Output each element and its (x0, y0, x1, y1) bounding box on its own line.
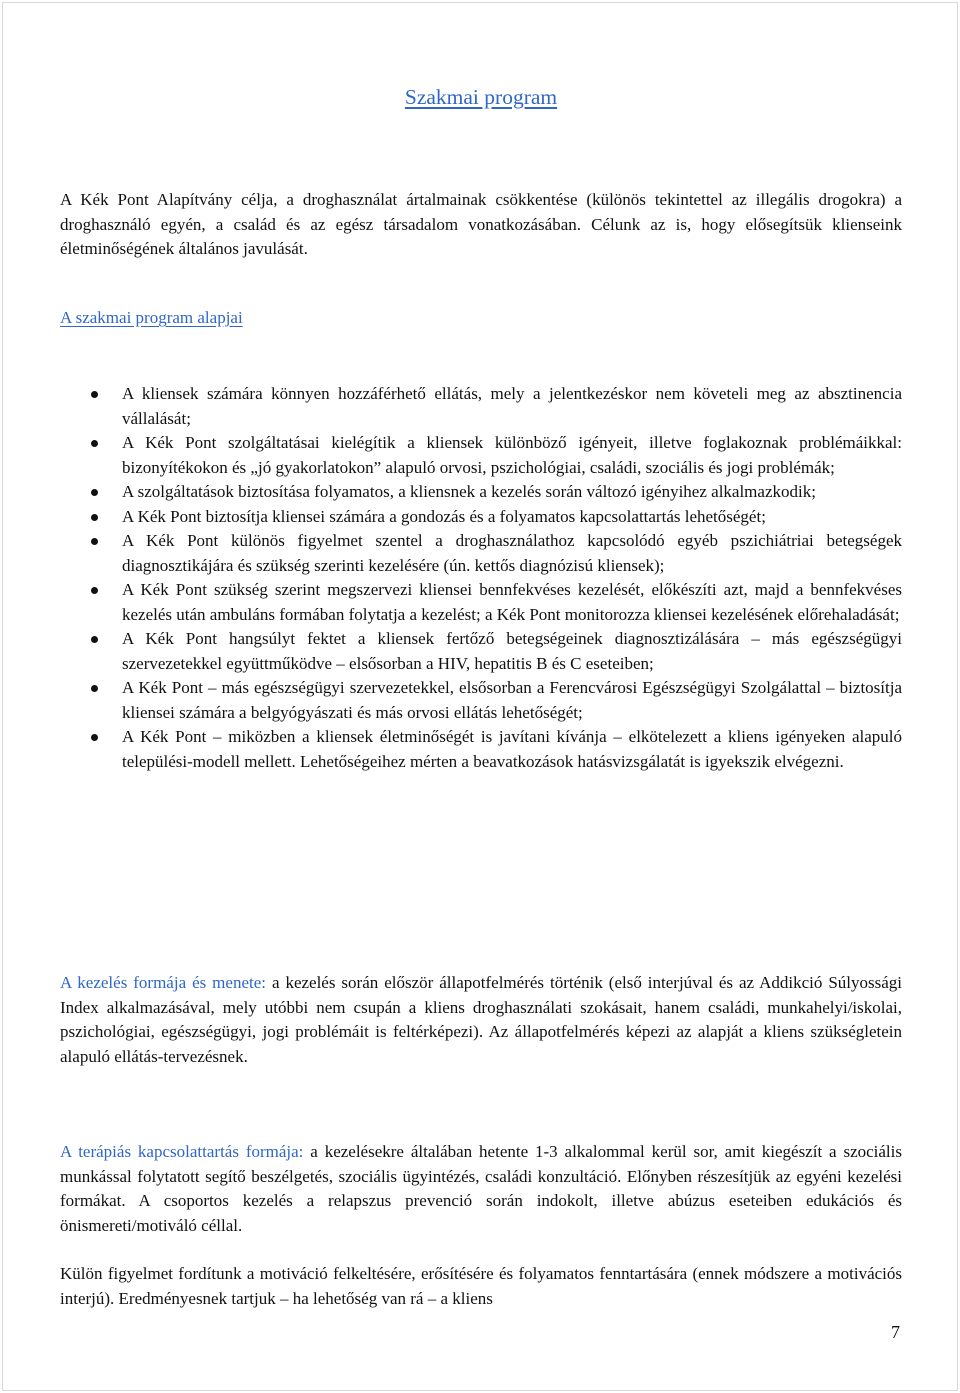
list-item: A Kék Pont – más egészségügyi szervezetekkel, elsősorban a Ferencvárosi Egészségügyi Szolgálattal – biztosítja kliensei számára a belgyógyászati és más orvosi ellátás lehetőségét; (60, 676, 902, 725)
page-number: 7 (891, 1322, 900, 1342)
list-item: A Kék Pont hangsúlyt fektet a kliensek fertőző betegségeinek diagnosztizálására – más egészségügyi szervezetekkel együttműködve – elsősorban a HIV, hepatitis B és C eseteiben; (60, 627, 902, 676)
list-item: A kliensek számára könnyen hozzáférhető ellátás, mely a jelentkezéskor nem követeli meg az absztinencia vállalását; (60, 382, 902, 431)
list-item: A Kék Pont szolgáltatásai kielégítik a kliensek különböző igényeit, illetve foglakoznak problémáikkal: bizonyítékokon és „jó gyakorlatokon” alapuló orvosi, pszichológiai, családi, szociális és jogi problémák; (60, 431, 902, 480)
bullet-icon (91, 391, 98, 398)
list-item: A Kék Pont biztosítja kliensei számára a gondozás és a folyamatos kapcsolattartás lehetőségét; (60, 505, 902, 530)
bullet-icon (91, 685, 98, 692)
list-item: A Kék Pont szükség szerint megszervezi kliensei bennfekvéses kezelését, előkészíti azt, majd a bennfekvéses kezelés után ambuláns formában folytatja a kezelést; a Kék Pont monitorozza kliensei kezelésének előrehaladását; (60, 578, 902, 627)
motivation-paragraph: Külön figyelmet fordítunk a motiváció felkeltésére, erősítésére és folyamatos fenntartására (ennek módszere a motivációs interjú). Eredményesnek tartjuk – ha lehetőség van rá – a kliens (60, 1264, 902, 1308)
list-item: A szolgáltatások biztosítása folyamatos, a kliensnek a kezelés során változó igényihez alkalmazkodik; (60, 480, 902, 505)
program-bullet-list (60, 382, 902, 774)
intro-paragraph: A Kék Pont Alapítvány célja, a droghasználat ártalmainak csökkentése (különös tekintettel az illegális drogokra) a droghasználó egyén, a család és az egész társadalom vonatkozásában. Célunk az is, hogy elősegítsük klienseink életminőségének általános javulását. (60, 190, 902, 258)
treatment-label: A kezelés formája és menete: (60, 973, 266, 992)
bullet-icon (91, 489, 98, 496)
therapy-paragraph (60, 1140, 902, 1238)
treatment-paragraph (60, 971, 902, 1069)
treatment-text: a kezelés során először állapotfelmérés történik (első interjúval és az Addikció Súlyossági Index alkalmazásával, mely utóbbi nem csupán a kliens droghasználati szokásait, hanem családi, munkahelyi/iskolai, pszichológiai, egészségügyi, jogi problémáit is feltérképezi). Az állapotfelmérés képezi az alapját a kliens szükségletein alapuló ellátás-tervezésnek. (60, 973, 902, 1066)
bullet-icon (91, 440, 98, 447)
page-title: Szakmai program (404, 85, 558, 109)
bullet-icon (91, 587, 98, 594)
list-item: A Kék Pont különös figyelmet szentel a droghasználathoz kapcsolódó egyéb pszichiátriai betegségek diagnosztikájára és szükség szerinti kezelésére (ún. kettős diagnózisú kliensek); (60, 529, 902, 578)
therapy-text: a kezelésekre általában hetente 1-3 alkalommal kerül sor, amit kiegészít a szociális munkással folytatott segítő beszélgetés, szociális ügyintézés, családi konzultáció. Előnyben részesítjük az egyéni kezelési formákat. A csoportos kezelés a relapszus prevenció során indokolt, illetve abúzus eseteiben edukációs és önismereti/motiváló céllal. (60, 1142, 902, 1235)
bullet-icon (91, 538, 98, 545)
bullet-icon (91, 514, 98, 521)
bullet-icon (91, 636, 98, 643)
therapy-label: A terápiás kapcsolattartás formája: (60, 1142, 304, 1161)
list-item: A Kék Pont – miközben a kliensek életminőségét is javítani kívánja – elkötelezett a kliens igényeken alapuló települési-modell mellett. Lehetőségeihez mérten a beavatkozások hatásvizsgálatát is igyekszik elvégezni. (60, 725, 902, 774)
section-heading: A szakmai program alapjai (60, 308, 243, 327)
bullet-icon (91, 734, 98, 741)
